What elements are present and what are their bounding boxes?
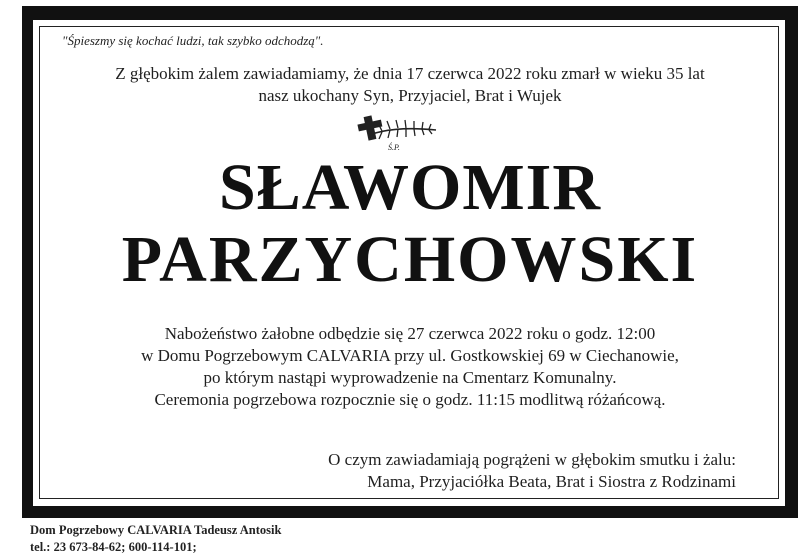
- cross-with-palm-branch-icon: [352, 112, 442, 152]
- ceremony-line-2: w Domu Pogrzebowym CALVARIA przy ul. Gostkowskiej 69 w Ciechanowie,: [141, 346, 679, 365]
- announcement-line-2: nasz ukochany Syn, Przyjaciel, Brat i Wujek: [258, 86, 562, 105]
- deceased-first-name: SŁAWOMIR: [218, 151, 602, 224]
- signoff-mourners: Mama, Przyjaciółka Beata, Brat i Siostra z Rodzinami: [367, 472, 736, 491]
- deceased-last-name: PARZYCHOWSKI: [121, 223, 699, 296]
- ceremony-line-4: Ceremonia pogrzebowa rozpocznie się o godz. 11:15 modlitwą różańcową.: [154, 390, 666, 409]
- ceremony-line-3: po którym nastąpi wyprowadzenie na Cmentarz Komunalny.: [203, 368, 617, 387]
- epigraph-quote: "Śpieszmy się kochać ludzi, tak szybko odchodzą".: [62, 33, 324, 48]
- ceremony-line-1: Nabożeństwo żałobne odbędzie się 27 czerwca 2022 roku o godz. 12:00: [164, 324, 656, 343]
- emblem-label: Ś.P.: [388, 143, 400, 152]
- funeral-home-name: Dom Pogrzebowy CALVARIA Tadeusz Antosik: [30, 523, 282, 537]
- funeral-home-phone: tel.: 23 673-84-62; 600-114-101;: [30, 540, 197, 554]
- announcement-line-1: Z głębokim żalem zawiadamiamy, że dnia 17 czerwca 2022 roku zmarł w wieku 35 lat: [115, 64, 705, 83]
- signoff-line-1: O czym zawiadamiają pogrążeni w głębokim smutku i żalu:: [328, 450, 736, 469]
